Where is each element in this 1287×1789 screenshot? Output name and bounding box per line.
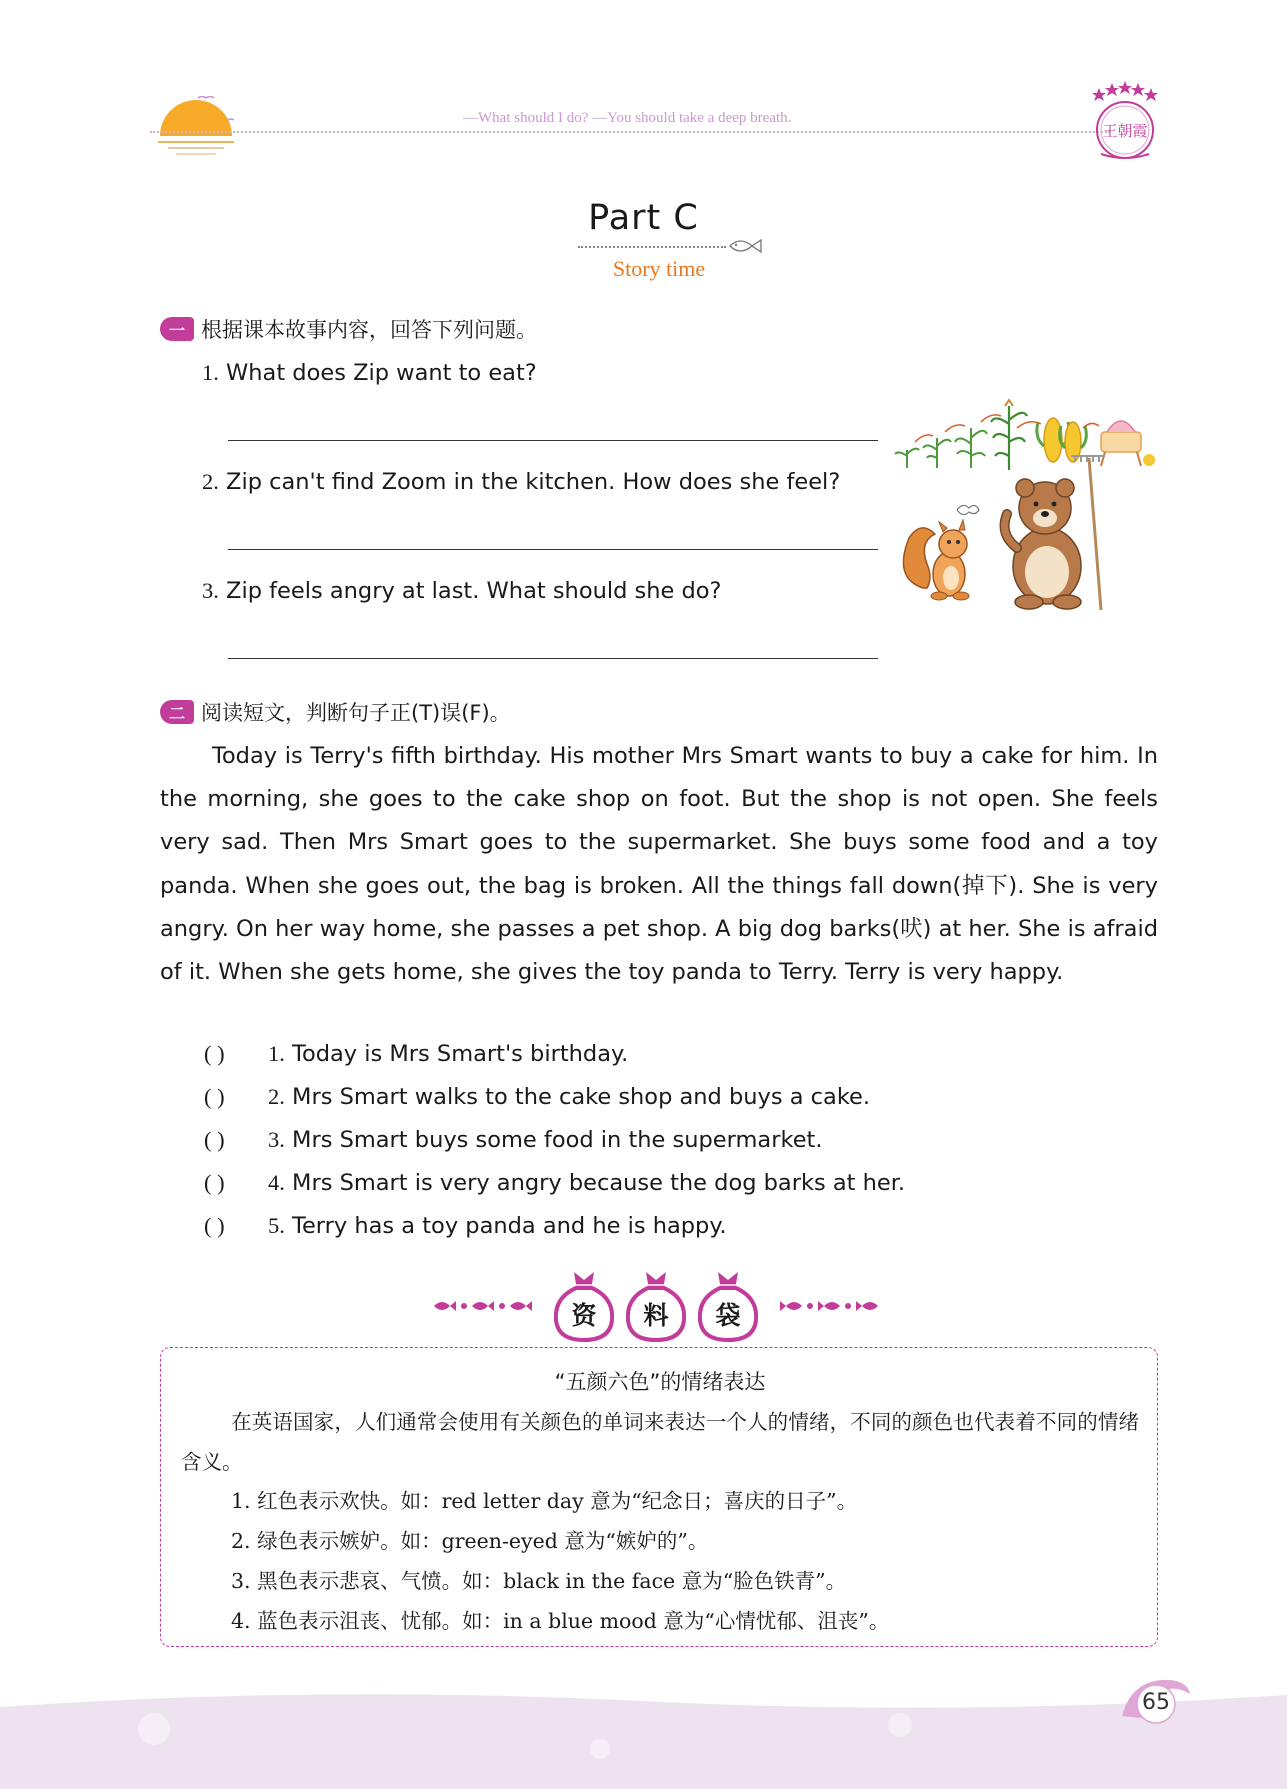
info-item-3: 3. 黑色表示悲哀、气愤。如：black in the face 意为“脸色铁青”。 (231, 1569, 847, 1593)
tf-statement-1 (204, 1041, 628, 1067)
statement-text: Terry has a toy panda and he is happy. (292, 1213, 727, 1239)
question-text: Zip can't find Zoom in the kitchen. How does she feel? (226, 469, 841, 495)
section-badge: 一 (160, 317, 194, 341)
statement-text: Mrs Smart is very angry because the dog barks at her. (292, 1170, 906, 1196)
story-illustration (893, 398, 1163, 610)
question-text: What does Zip want to eat? (226, 360, 537, 386)
fish-row-left-icon (430, 1292, 540, 1320)
info-bag-banner (430, 1268, 880, 1342)
statement-text: Today is Mrs Smart's birthday. (292, 1041, 629, 1067)
question-2 (202, 469, 840, 495)
info-item-1: 1. 红色表示欢快。如：red letter day 意为“纪念日；喜庆的日子”。 (231, 1489, 858, 1513)
part-subtitle: Story time (612, 256, 706, 281)
info-title: “五颜六色”的情绪表达 (554, 1370, 766, 1394)
part-title: Part C (588, 198, 699, 238)
page-header (150, 80, 1170, 160)
fish-row-right-icon (772, 1292, 882, 1320)
section-instruction: 阅读短文，判断句子正(T)误(F)。 (201, 701, 511, 725)
logo-text: 王朝霞 (1102, 122, 1148, 140)
answer-blank[interactable]: ( ) (204, 1127, 225, 1152)
section-one-header (160, 314, 537, 344)
tf-statement-4 (204, 1170, 905, 1196)
info-box (160, 1347, 1158, 1647)
bag-char: 资 (571, 1301, 597, 1330)
statement-number: 2. (268, 1084, 285, 1109)
section-badge: 二 (160, 700, 194, 724)
info-paragraph (181, 1402, 1139, 1482)
answer-line-3[interactable] (228, 658, 878, 659)
question-3 (202, 578, 722, 604)
question-number: 1. (202, 360, 219, 385)
info-item-2: 2. 绿色表示嫉妒。如：green-eyed 意为“嫉妒的”。 (231, 1529, 709, 1553)
passage-text: Today is Terry's fifth birthday. His mother Mrs Smart wants to buy a cake for him. In the morning, she goes to the cake shop on foot. But the shop is not open. She feels very sad. Then Mrs Smart goes to the supermarket. She buys some food and a toy panda. When she goes out, the bag is broken. All the things fall down(掉下). She is very angry. On her way home, she passes a pet shop. A big dog barks(吠) at her. She is afraid of it. When she gets home, she gives the toy panda to Terry. Terry is very happy. (160, 743, 1158, 986)
statement-number: 5. (268, 1213, 285, 1238)
section-two-header (160, 697, 511, 727)
info-item-4: 4. 蓝色表示沮丧、忧郁。如：in a blue mood 意为“心情忧郁、沮丧”。 (231, 1609, 890, 1633)
squirrel-icon (903, 505, 979, 600)
question-number: 3. (202, 578, 219, 603)
corn-growth-icon (895, 400, 1155, 470)
answer-blank[interactable]: ( ) (204, 1213, 225, 1238)
header-quote: —What should I do? —You should take a deep breath. (463, 110, 792, 126)
statement-number: 3. (268, 1127, 285, 1152)
statement-number: 4. (268, 1170, 285, 1195)
bag-char: 料 (643, 1301, 669, 1330)
question-1 (202, 360, 537, 386)
tf-statement-2 (204, 1084, 870, 1110)
fish-icon (728, 236, 764, 256)
sunset-icon (158, 96, 234, 172)
publisher-logo-icon (1085, 80, 1165, 164)
answer-blank[interactable]: ( ) (204, 1170, 225, 1195)
statement-number: 1. (268, 1041, 285, 1066)
answer-line-1[interactable] (228, 440, 878, 441)
page-number: 65 (1142, 1690, 1170, 1715)
page-number-badge (1118, 1674, 1192, 1724)
answer-blank[interactable]: ( ) (204, 1084, 225, 1109)
header-divider (150, 131, 1110, 133)
answer-line-2[interactable] (228, 549, 878, 550)
title-underline (578, 246, 726, 248)
bear-icon (1005, 479, 1081, 609)
question-text: Zip feels angry at last. What should she do? (226, 578, 722, 604)
tf-statement-3 (204, 1127, 823, 1153)
info-paragraph-text: 在英语国家，人们通常会使用有关颜色的单词来表达一个人的情绪，不同的颜色也代表着不同的情绪含义。 (181, 1410, 1139, 1474)
footer-wave (0, 1685, 1287, 1789)
answer-blank[interactable]: ( ) (204, 1041, 225, 1066)
tf-statement-5 (204, 1213, 727, 1239)
question-number: 2. (202, 469, 219, 494)
section-instruction: 根据课本故事内容，回答下列问题。 (201, 318, 537, 342)
statement-text: Mrs Smart buys some food in the supermarket. (292, 1127, 823, 1153)
bag-char: 袋 (715, 1301, 741, 1330)
statement-text: Mrs Smart walks to the cake shop and buys a cake. (292, 1084, 871, 1110)
reading-passage (160, 735, 1158, 994)
